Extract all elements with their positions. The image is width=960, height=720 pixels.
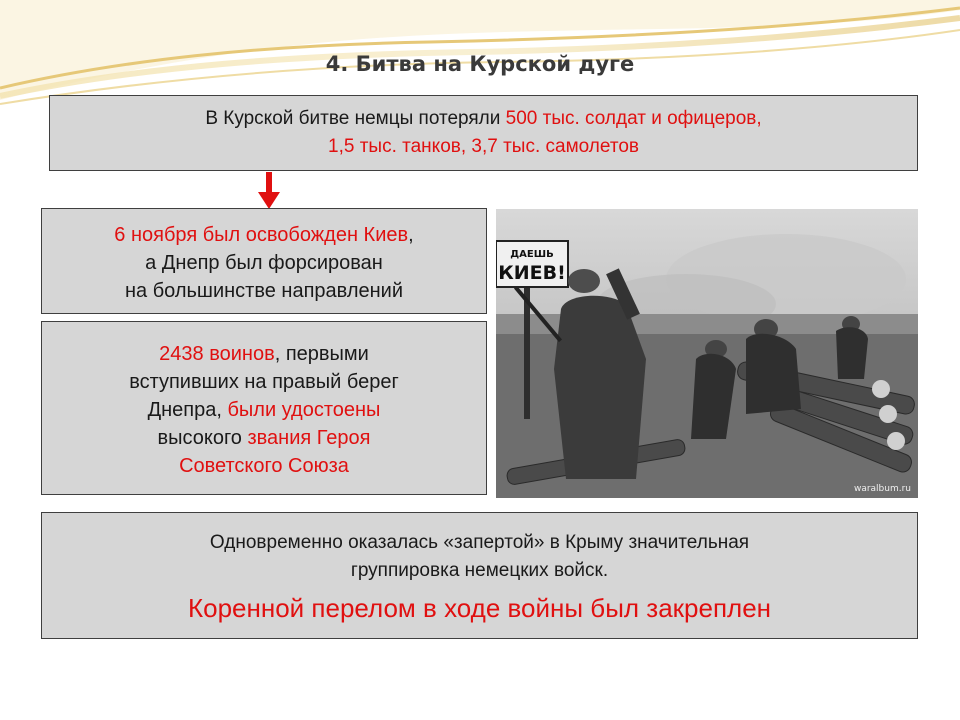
kiev-liberation-date: 6 ноября был освобожден Киев (114, 224, 409, 246)
heroes-count: 2438 воинов (159, 343, 275, 365)
photo-watermark: waralbum.ru (853, 484, 911, 494)
kursk-soldiers-loss: 500 тыс. солдат и офицеров, (505, 108, 762, 129)
sign-text-line-2: КИЕВ! (498, 262, 566, 284)
dnieper-crossing-photo (496, 209, 918, 498)
kiev-liberation-box (41, 208, 487, 314)
kursk-intro-text: В Курской битве немцы потеряли (205, 108, 506, 129)
down-arrow-icon (257, 172, 281, 210)
heroes-line-5: Советского Союза (179, 455, 349, 477)
slide-title: 4. Битва на Курской дуге (325, 52, 635, 76)
crimea-line-2: группировка немецких войск. (350, 560, 609, 581)
heroes-line-4: высокого звания Героя (157, 427, 371, 449)
kursk-line-1 (50, 105, 917, 133)
kursk-losses-box (49, 95, 918, 171)
heroes-box (41, 321, 487, 495)
sign-text-line-1: ДАЕШЬ (510, 249, 554, 260)
kiev-line-1: 6 ноября был освобожден Киев, (114, 224, 414, 246)
kiev-line-3: на большинстве направлений (124, 280, 404, 302)
heroes-line-3: Днепра, были удостоены (147, 399, 381, 421)
kursk-equipment-loss: 1,5 тыс. танков, 3,7 тыс. самолетов (328, 136, 639, 157)
heroes-line-2: вступивших на правый берег (129, 371, 399, 393)
heroes-line-1: 2438 воинов, первыми (159, 343, 369, 365)
kiev-line-2: а Днепр был форсирован (145, 252, 383, 274)
war-turning-point-conclusion: Коренной перелом в ходе войны был закреплен (187, 593, 772, 623)
crimea-line-1: Одновременно оказалась «запертой» в Крыму значительная (209, 532, 750, 553)
crimea-box (41, 512, 918, 639)
